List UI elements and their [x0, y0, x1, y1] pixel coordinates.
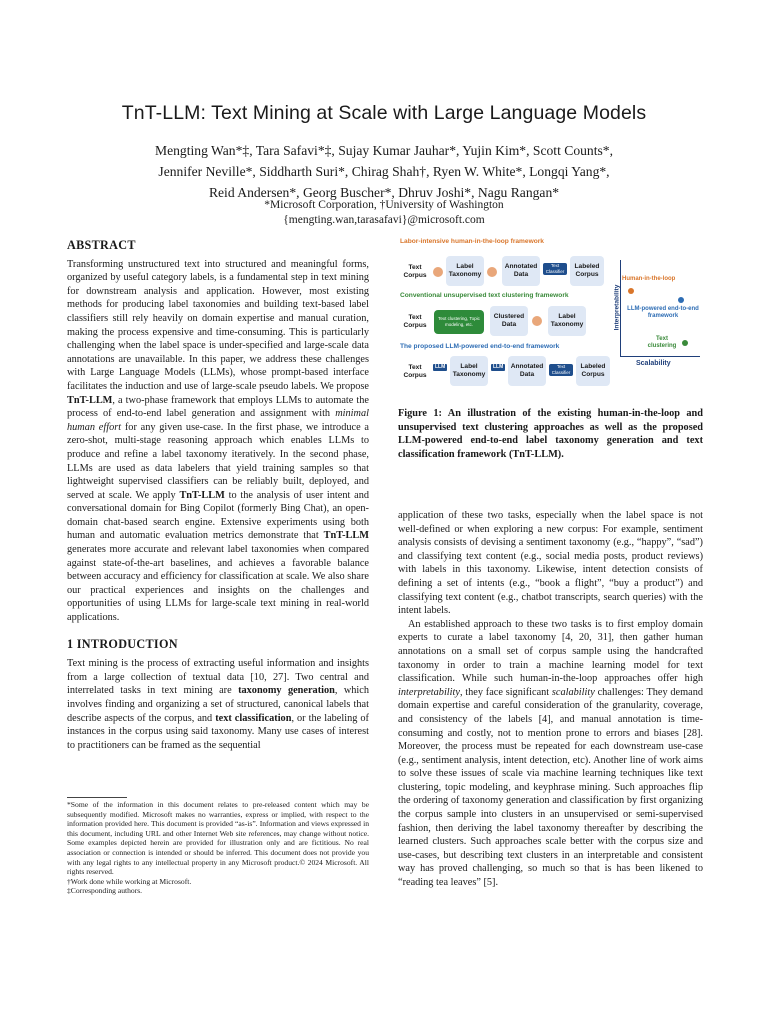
abstract-heading: ABSTRACT [67, 238, 136, 252]
row1-title: Labor-intensive human-in-the-loop framework [400, 238, 544, 245]
legend-llm: LLM-powered end-to-end framework [627, 306, 699, 319]
labeled-corpus-box: Labeled Corpus [576, 356, 610, 386]
text-classifier-chip: Text Classifier [543, 263, 567, 275]
clustering-point [682, 340, 688, 346]
row3-title: The proposed LLM-powered end-to-end framework [400, 343, 560, 350]
abstract-text: Transforming unstructured text into structured and meaningful forms, organized by useful category labels, is a fundamental step in text mining for downstream analysis and application. However, most existing methods for producing label taxonomies and building text-based label classifiers still rely heavily on domain expertise and manual curation, making the process expensive and time-consuming. This is particularly challenging when the label space is under-specified and large-scale data annotations are unavailable. In this paper, we address these challenges with Large Language Models (LLMs), whose prompt-based interface facilitates the induction and use of large-scale pseudo labels. We propose TnT-LLM, a two-phase framework that employs LLMs to automate the process of end-to-end label generation and assignment with minimal human effort for any given use-case. In the first phase, we introduce a zero-shot, multi-stage reasoning approach which enables LLMs to produce and refine a label taxonomy iteratively. In the second phase, LLMs are used as data labelers that yield training samples so that lightweight supervised classifiers can be reliably built, deployed, and served at scale. We apply TnT-LLM to the analysis of user intent and conversational domain for Bing Copilot (formerly Bing Chat), an open-domain chat-based search engine. Extensive experiments using both human and automatic evaluation metrics demonstrate that TnT-LLM generates more accurate and relevant label taxonomies when compared against state-of-the-art baselines, and achieves a favorable balance between accuracy and efficiency for classification at scale. We also share our practical experiences and insights on the challenges and opportunities of using LLMs for large-scale text mining in real-world applications. [67, 258, 369, 624]
legend-clustering: Text clustering [647, 336, 677, 349]
row2-title: Conventional unsupervised text clustering framework [400, 292, 569, 299]
authors-line-3: Reid Andersen*, Georg Buscher*, Dhruv Joshi*, Nagu Rangan* [208, 185, 560, 200]
legend-human: Human-in-the-loop [622, 276, 676, 282]
human-icon [532, 316, 542, 326]
author-list [0, 140, 768, 203]
clustering-method-box: Text clustering, Topic modeling, etc. [434, 310, 484, 334]
left-column [67, 239, 369, 752]
figure-caption: Figure 1: An illustration of the existing human-in-the-loop and unsupervised text clustering approaches as well as the proposed LLM-powered end-to-end label taxonomy generation and text classification framework (TnT-LLM). [398, 408, 703, 460]
authors-line-1: Mengting Wan*‡, Tara Safavi*‡, Sujay Kumar Jauhar*, Yujin Kim*, Scott Counts*, [155, 143, 613, 158]
figure-1 [398, 238, 703, 384]
authors-line-2: Jennifer Neville*, Siddharth Suri*, Chirag Shah†, Ryen W. White*, Longqi Yang*, [158, 164, 610, 179]
text-corpus-box: Text Corpus [403, 314, 427, 329]
right-column [398, 509, 703, 890]
clustered-data-box: Clustered Data [490, 306, 528, 336]
affiliation-line: *Microsoft Corporation, †University of Washington [264, 199, 504, 211]
llm-chip: LLM [493, 364, 504, 370]
affiliations [0, 198, 768, 228]
right-paragraph-1: application of these two tasks, especially when the label space is not well-defined or when exploring a new corpus: For example, sentiment analysis consists of devising a sentiment taxonomy (e.g., “happy”, “sad”) and classifying text content (e.g., social media posts, product reviews) with labels in this taxonomy. Likewise, intent detection consists of defining a set of intents (e.g., “book a flight”, “buy a product”) and classifying text content (e.g., chatbot transcripts, search queries) with the intent labels. [398, 510, 703, 617]
llm-framework-point [678, 297, 684, 303]
label-taxonomy-box: Label Taxonomy [450, 356, 488, 386]
footnotes [67, 800, 369, 896]
introduction-heading: 1 INTRODUCTION [67, 636, 178, 651]
footnote-work-done: †Work done while working at Microsoft. [67, 876, 192, 886]
x-axis-label: Scalability [636, 360, 671, 367]
human-icon [487, 267, 497, 277]
footnote-disclaimer: *Some of the information in this document relates to pre-released content which may be subsequently modified. Microsoft makes no warranties, express or implied, with respect to the information provided here. This document is provided “as-is”. Information and views expressed in this document, including URL and other Internet Web site references, may change without notice. Some examples depicted herein are provided for illustration only and are fictitious. No real association or connection is intended or should be inferred. This document does not provide you with any legal rights to any intellectual property in any Microsoft product.© 2024 Microsoft. All rights reserved. [67, 800, 369, 877]
intro-paragraph: Text mining is the process of extracting useful information and insights from a large collection of textual data [10, 27]. Two central and interrelated tasks in text mining are taxonomy generation, which involves finding and organizing a set of structured, canonical labels that describe aspects of the corpus, and text classification, or the labeling of instances in the corpus using said taxonomy. Many use cases of interest to practitioners can be framed as the sequential [67, 658, 369, 751]
label-taxonomy-box: Label Taxonomy [446, 256, 484, 286]
annotated-data-box: Annotated Data [502, 256, 540, 286]
human-icon [433, 267, 443, 277]
human-loop-point [628, 288, 634, 294]
x-axis-line [620, 356, 700, 357]
email-line: {mengting.wan,tarasafavi}@microsoft.com [283, 214, 485, 226]
llm-chip: LLM [435, 364, 446, 370]
text-corpus-box: Text Corpus [403, 264, 427, 279]
paper-title: TnT-LLM: Text Mining at Scale with Large Language Models [121, 102, 647, 124]
right-paragraph-2: An established approach to these two tasks is to first employ domain experts to curate a label taxonomy [4, 20, 31], then gather human annotations on a small set of corpus sample using the handcrafted taxonomy in order to train a machine learning model for text classification. While such human-in-the-loop approaches offer high interpretability, they face significant scalability challenges: They demand domain expertise and careful consideration of the granularity, coverage, and consistency of the labels [4], and manual annotation is time-consuming and costly, not to mention prone to errors and biases [28]. Moreover, the process must be repeated for each downstream use-case (e.g., sentiment analysis, intent detection, etc). Another line of work aims to solve these issues of scale via machine learning techniques like text clustering, topic modeling, and keyphrase mining. Such approaches flip the ordering of taxonomy generation and classification by first organizing the corpus sample into clusters in an unsupervised or semi-supervised fashion, then deriving the label taxonomy thereafter by describing the learned clusters. Such approaches scale better with the corpus size and use-cases, but describing text clusters in an interpretable and consistent way has proved challenging, so much so that is has been likened to “reading tea leaves” [5]. [398, 618, 703, 889]
footnote-rule [67, 797, 127, 798]
footnote-corresponding: ‡Corresponding authors. [67, 886, 143, 896]
text-corpus-box: Text Corpus [403, 364, 427, 379]
annotated-data-box: Annotated Data [508, 356, 546, 386]
labeled-corpus-box: Labeled Corpus [570, 256, 604, 286]
label-taxonomy-box: Label Taxonomy [548, 306, 586, 336]
text-classifier-chip: Text Classifier [549, 364, 573, 376]
y-axis-label: Interpretability [613, 284, 621, 331]
